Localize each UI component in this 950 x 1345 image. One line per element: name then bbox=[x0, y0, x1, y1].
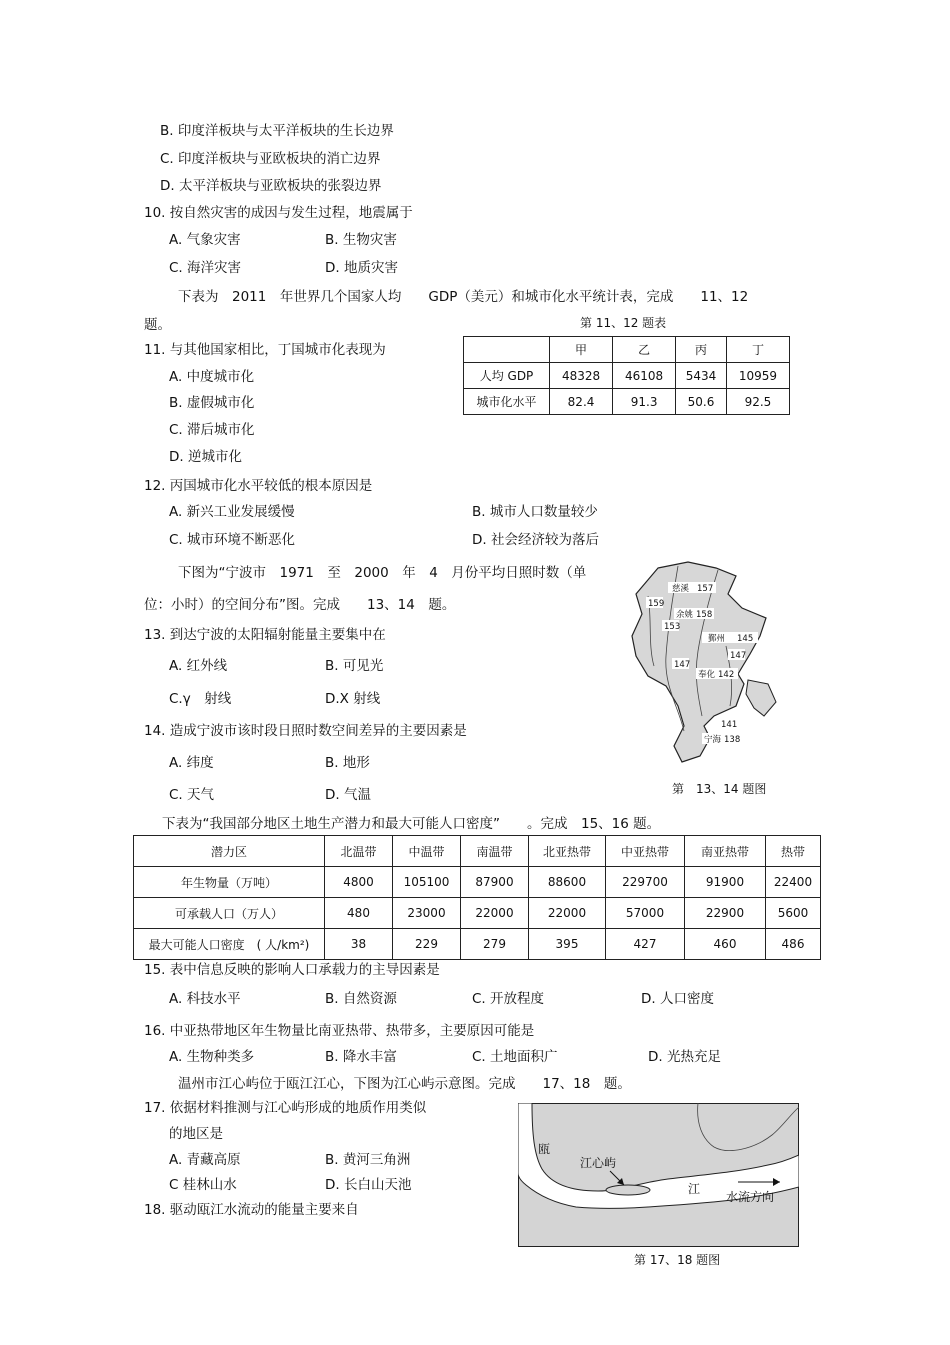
map-label: 153 bbox=[664, 622, 681, 632]
table-row bbox=[134, 929, 821, 960]
table-cell: 可承载人口（万人） bbox=[134, 898, 325, 929]
map-label: 159 bbox=[648, 599, 665, 609]
table-cell: 甲 bbox=[550, 337, 613, 363]
table-cell: 乙 bbox=[613, 337, 676, 363]
table-cell: 22000 bbox=[461, 898, 529, 929]
table-cell: 91.3 bbox=[613, 389, 676, 415]
gdp-urbanization-table bbox=[463, 336, 790, 415]
q13-option-d: D.X 射线 bbox=[325, 691, 381, 707]
table-cell: 南亚热带 bbox=[685, 836, 766, 867]
q16-option-b: B. 降水丰富 bbox=[325, 1049, 397, 1065]
map-label: 141 bbox=[721, 720, 738, 730]
q11-option-a: A. 中度城市化 bbox=[169, 369, 255, 385]
table-cell: 486 bbox=[766, 929, 821, 960]
q14-option-a: A. 纬度 bbox=[169, 755, 214, 771]
table-cell: 潜力区 bbox=[134, 836, 325, 867]
map-label: 余姚 bbox=[676, 610, 694, 620]
table-row bbox=[134, 867, 821, 898]
table-cell: 人均 GDP bbox=[464, 363, 550, 389]
table-cell: 22000 bbox=[529, 898, 606, 929]
table-cell: 229700 bbox=[606, 867, 685, 898]
table-cell: 46108 bbox=[613, 363, 676, 389]
q16-stem: 16. 中亚热带地区年生物量比南亚热带、热带多，主要原因可能是 bbox=[144, 1023, 535, 1039]
table-cell: 88600 bbox=[529, 867, 606, 898]
q10-option-d: D. 地质灾害 bbox=[325, 260, 398, 276]
map2-caption: 第 17、18 题图 bbox=[634, 1253, 721, 1267]
table-cell bbox=[464, 337, 550, 363]
table1-caption: 第 11、12 题表 bbox=[580, 316, 667, 330]
q17-option-c: C 桂林山水 bbox=[169, 1177, 237, 1193]
table-cell: 北温带 bbox=[325, 836, 393, 867]
table-cell: 48328 bbox=[550, 363, 613, 389]
q10-option-c: C. 海洋灾害 bbox=[169, 260, 242, 276]
q14-option-c: C. 天气 bbox=[169, 787, 215, 803]
map-label-jiang: 江 bbox=[688, 1182, 701, 1196]
map-label-ou: 瓯 bbox=[538, 1142, 551, 1156]
q12-option-c: C. 城市环境不断恶化 bbox=[169, 532, 296, 548]
table-cell: 57000 bbox=[606, 898, 685, 929]
table-cell: 279 bbox=[461, 929, 529, 960]
map-label: 147 bbox=[674, 660, 691, 670]
q16-option-d: D. 光热充足 bbox=[648, 1049, 721, 1065]
q12-stem: 12. 丙国城市化水平较低的根本原因是 bbox=[144, 478, 373, 494]
q14-stem: 14. 造成宁波市该时段日照时数空间差异的主要因素是 bbox=[144, 723, 467, 739]
map-label: 慈溪 bbox=[672, 584, 690, 594]
q12-option-b: B. 城市人口数量较少 bbox=[472, 504, 598, 520]
intro-13-14-line1: 下图为“宁波市 1971 至 2000 年 4 月份平均日照时数（单 bbox=[178, 565, 587, 581]
q14-option-b: B. 地形 bbox=[325, 755, 370, 771]
table-cell: 丙 bbox=[676, 337, 727, 363]
map-label: 142 bbox=[718, 670, 735, 680]
q9-option-d: D. 太平洋板块与亚欧板块的张裂边界 bbox=[160, 178, 382, 194]
q11-option-c: C. 滞后城市化 bbox=[169, 422, 255, 438]
q12-option-a: A. 新兴工业发展缓慢 bbox=[169, 504, 295, 520]
table-cell: 中亚热带 bbox=[606, 836, 685, 867]
q15-stem: 15. 表中信息反映的影响人口承载力的主导因素是 bbox=[144, 962, 440, 978]
table-cell: 229 bbox=[393, 929, 461, 960]
table-cell: 105100 bbox=[393, 867, 461, 898]
q12-option-d: D. 社会经济较为落后 bbox=[472, 532, 599, 548]
map-label: 138 bbox=[724, 735, 741, 745]
table-cell: 南温带 bbox=[461, 836, 529, 867]
q15-option-b: B. 自然资源 bbox=[325, 991, 397, 1007]
q15-option-d: D. 人口密度 bbox=[641, 991, 714, 1007]
table-cell: 22900 bbox=[685, 898, 766, 929]
table-cell: 最大可能人口密度 ( 人/km²) bbox=[134, 929, 325, 960]
table-cell: 热带 bbox=[766, 836, 821, 867]
ningbo-sunshine-map bbox=[618, 556, 778, 778]
map-label: 157 bbox=[697, 584, 714, 594]
q16-option-a: A. 生物种类多 bbox=[169, 1049, 255, 1065]
q17-option-b: B. 黄河三角洲 bbox=[325, 1152, 411, 1168]
intro-15-16: 下表为“我国部分地区土地生产潜力和最大可能人口密度” 。完成 15、16 题。 bbox=[162, 816, 661, 832]
table-cell: 50.6 bbox=[676, 389, 727, 415]
q17-option-a: A. 青藏高原 bbox=[169, 1152, 241, 1168]
table-cell: 91900 bbox=[685, 867, 766, 898]
q13-stem: 13. 到达宁波的太阳辐射能量主要集中在 bbox=[144, 627, 386, 643]
q16-option-c: C. 土地面积广 bbox=[472, 1049, 558, 1065]
table-row bbox=[464, 389, 790, 415]
q9-option-c: C. 印度洋板块与亚欧板块的消亡边界 bbox=[160, 151, 381, 167]
q11-option-b: B. 虚假城市化 bbox=[169, 395, 255, 411]
table-cell: 5600 bbox=[766, 898, 821, 929]
table-cell: 23000 bbox=[393, 898, 461, 929]
q15-option-a: A. 科技水平 bbox=[169, 991, 241, 1007]
map-label: 鄞州 bbox=[708, 634, 726, 644]
table-row bbox=[134, 898, 821, 929]
q17-stem-line1: 17. 依据材料推测与江心屿形成的地质作用类似 bbox=[144, 1100, 427, 1116]
table-cell: 10959 bbox=[726, 363, 789, 389]
table-cell: 427 bbox=[606, 929, 685, 960]
q14-option-d: D. 气温 bbox=[325, 787, 371, 803]
table-cell: 5434 bbox=[676, 363, 727, 389]
map-label: 宁海 bbox=[704, 735, 722, 745]
q10-option-a: A. 气象灾害 bbox=[169, 232, 241, 248]
map-label-flow-direction: 水流方向 bbox=[726, 1190, 775, 1204]
q9-option-b: B. 印度洋板块与太平洋板块的生长边界 bbox=[160, 123, 394, 139]
jiangxin-islet-map bbox=[518, 1103, 799, 1247]
table-cell: 460 bbox=[685, 929, 766, 960]
table-header-row bbox=[464, 337, 790, 363]
table-cell: 丁 bbox=[726, 337, 789, 363]
q18-stem: 18. 驱动瓯江水流动的能量主要来自 bbox=[144, 1202, 359, 1218]
intro-11-12-line2: 题。 bbox=[144, 317, 171, 333]
q17-option-d: D. 长白山天池 bbox=[325, 1177, 412, 1193]
table-cell: 395 bbox=[529, 929, 606, 960]
table-row bbox=[464, 363, 790, 389]
map-label: 158 bbox=[696, 610, 713, 620]
q13-option-c: C.γ 射线 bbox=[169, 691, 232, 707]
intro-13-14-line2: 位：小时）的空间分布”图。完成 13、14 题。 bbox=[144, 597, 456, 613]
table-cell: 38 bbox=[325, 929, 393, 960]
q11-stem: 11. 与其他国家相比，丁国城市化表现为 bbox=[144, 342, 386, 358]
q15-option-c: C. 开放程度 bbox=[472, 991, 545, 1007]
table-cell: 中温带 bbox=[393, 836, 461, 867]
table-cell: 城市化水平 bbox=[464, 389, 550, 415]
table-cell: 87900 bbox=[461, 867, 529, 898]
table-cell: 4800 bbox=[325, 867, 393, 898]
q10-stem: 10. 按自然灾害的成因与发生过程，地震属于 bbox=[144, 205, 413, 221]
intro-17-18: 温州市江心屿位于瓯江江心，下图为江心屿示意图。完成 17、18 题。 bbox=[178, 1076, 631, 1092]
q11-option-d: D. 逆城市化 bbox=[169, 449, 242, 465]
q10-option-b: B. 生物灾害 bbox=[325, 232, 397, 248]
q17-stem-line2: 的地区是 bbox=[169, 1126, 223, 1142]
table-cell: 22400 bbox=[766, 867, 821, 898]
map-label: 145 bbox=[737, 634, 754, 644]
land-potential-table bbox=[133, 835, 821, 960]
table-cell: 北亚热带 bbox=[529, 836, 606, 867]
intro-11-12-line1: 下表为 2011 年世界几个国家人均 GDP（美元）和城市化水平统计表，完成 11、12 bbox=[178, 289, 749, 305]
q13-option-a: A. 红外线 bbox=[169, 658, 228, 674]
table-header-row bbox=[134, 836, 821, 867]
table-cell: 480 bbox=[325, 898, 393, 929]
map-label: 147 bbox=[730, 651, 747, 661]
map-label-island: 江心屿 bbox=[580, 1156, 617, 1170]
table-cell: 82.4 bbox=[550, 389, 613, 415]
table-cell: 年生物量（万吨） bbox=[134, 867, 325, 898]
map-label: 奉化 bbox=[698, 670, 716, 680]
q13-option-b: B. 可见光 bbox=[325, 658, 384, 674]
map1-caption: 第 13、14 题图 bbox=[672, 782, 767, 796]
table-cell: 92.5 bbox=[726, 389, 789, 415]
